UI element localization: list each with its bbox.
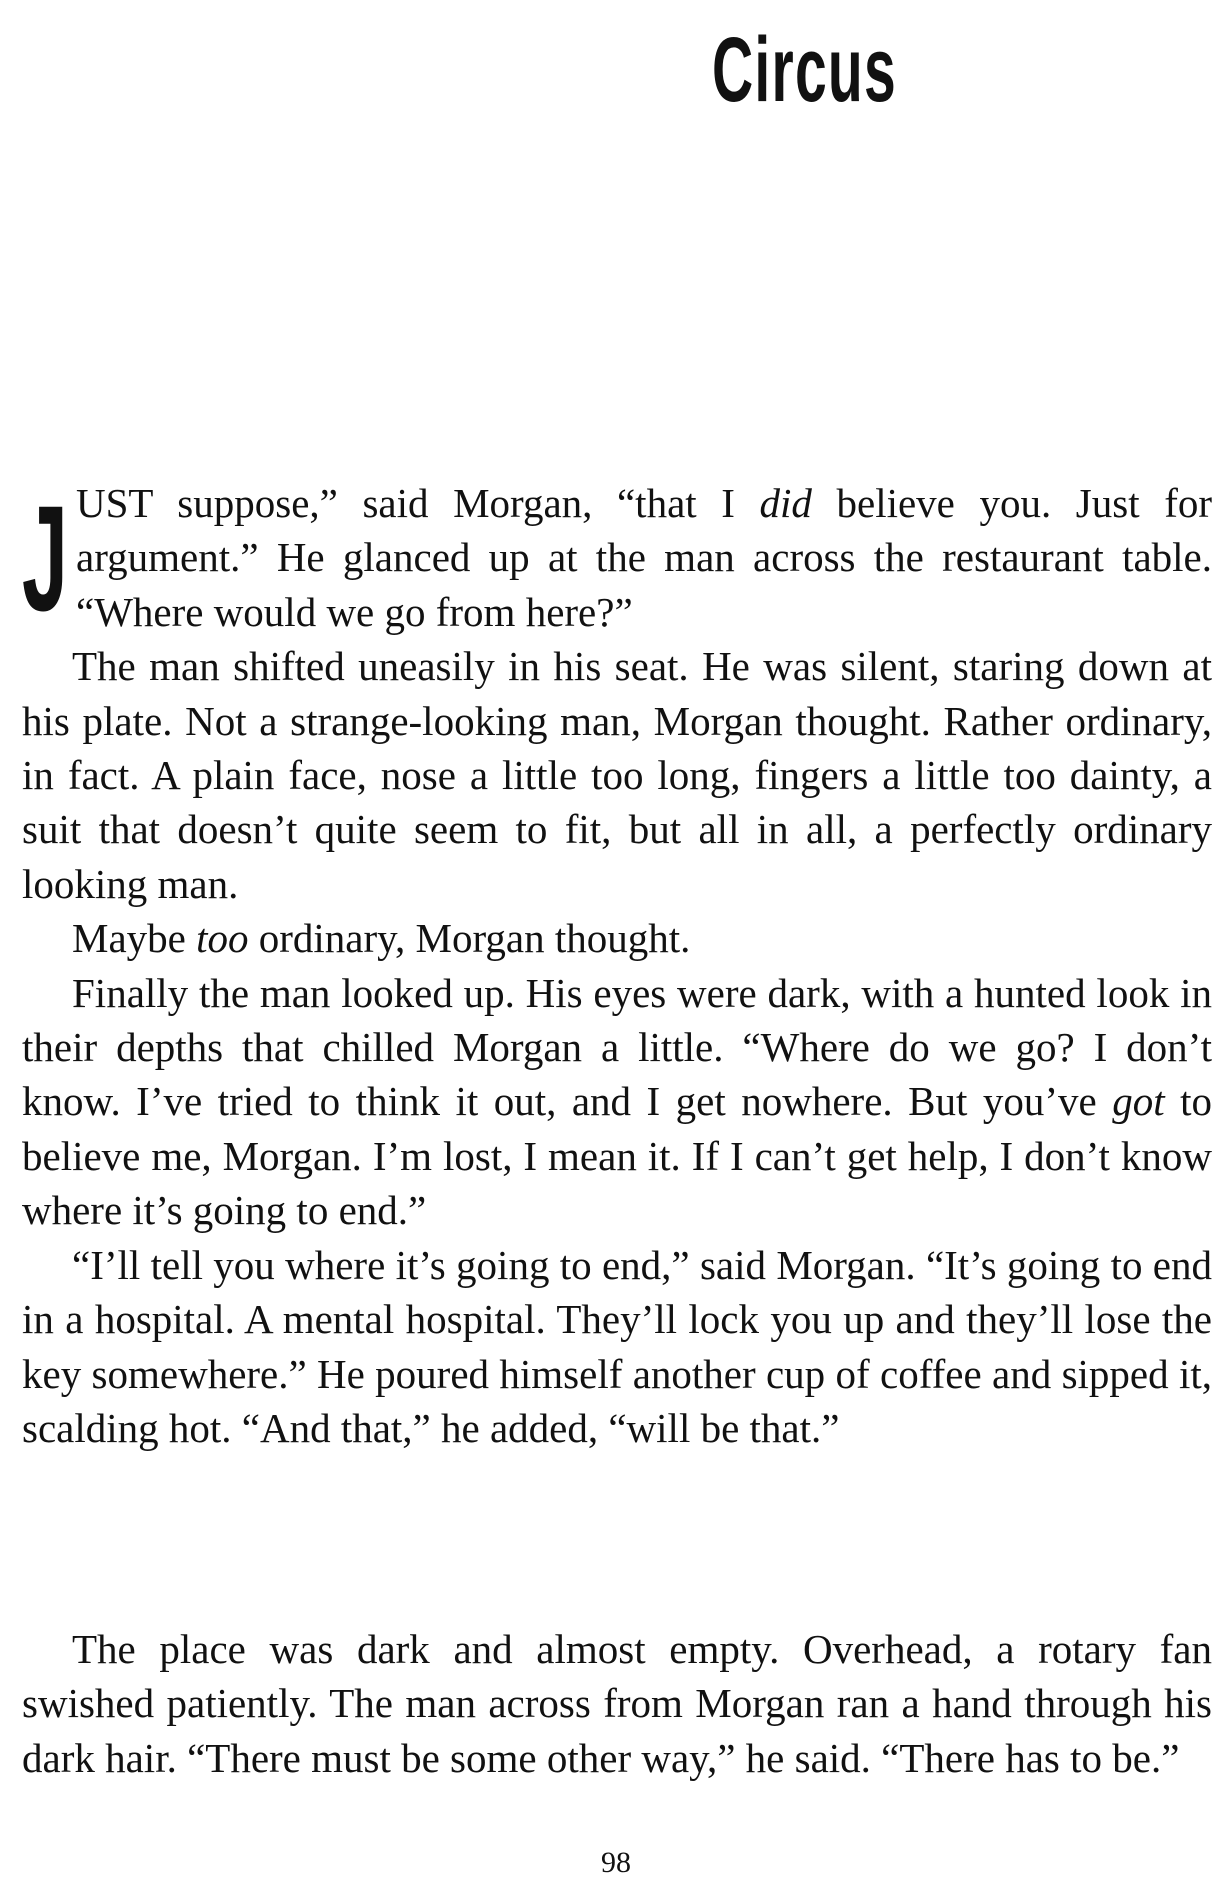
text-run: UST suppose,” said Morgan, “that I <box>76 480 760 526</box>
text-run: Maybe <box>72 915 197 962</box>
paragraph <box>22 474 1212 642</box>
text-run: to believe me, Morgan. I’m lost, I mean it. If I can’t get help, I don’t know where it’s going to end.” <box>22 1078 1212 1234</box>
paragraph <box>22 1238 1212 1456</box>
text-run: believe you. Just for argument.” He glanced up at the man across the restaurant table. “Where would we go from here?” <box>76 480 1212 635</box>
text-run: “I’ll tell you where it’s going to end,” said Morgan. “It’s going to end in a hospital. A mental hospital. They’ll lock you up and they’ll lose the key somewhere.” He poured himself another cup of coffee and sipped it, scalding hot. “And that,” he added, “will be that.” <box>22 1241 1212 1451</box>
text-run: ordinary, Morgan thought. <box>248 915 691 962</box>
paragraph <box>22 639 1212 911</box>
story-text-section-2 <box>22 1622 1212 1785</box>
page-number: 98 <box>601 1846 631 1879</box>
drop-cap: J <box>22 474 68 642</box>
italic-text: got <box>1112 1078 1165 1125</box>
paragraph <box>22 911 1212 965</box>
chapter-title: Circus <box>712 19 897 121</box>
text-run: The man shifted uneasily in his seat. He was silent, staring down at his plate. Not a strange-looking man, Morgan thought. Rather ordinary, in fact. A plain face, nose a little too long, fingers a little too dainty, a suit that doesn’t quite seem to fit, but all in all, a perfectly ordinary looking man. <box>22 643 1212 907</box>
italic-text: did <box>759 480 812 526</box>
story-text-section-1 <box>22 476 1212 1455</box>
text-run: Finally the man looked up. His eyes were dark, with a hunted look in their depths that chilled Morgan a little. “Where do we go? I don’t know. I’ve tried to think it out, and I get nowhere. But you’ve <box>22 969 1212 1125</box>
text-run: The place was dark and almost empty. Overhead, a rotary fan swished patiently. The man across from Morgan ran a hand through his dark hair. “There must be some other way,” he said. “There has to be.” <box>22 1626 1212 1781</box>
italic-text: too <box>196 915 249 962</box>
paragraph <box>22 966 1212 1238</box>
paragraph <box>22 1622 1212 1785</box>
